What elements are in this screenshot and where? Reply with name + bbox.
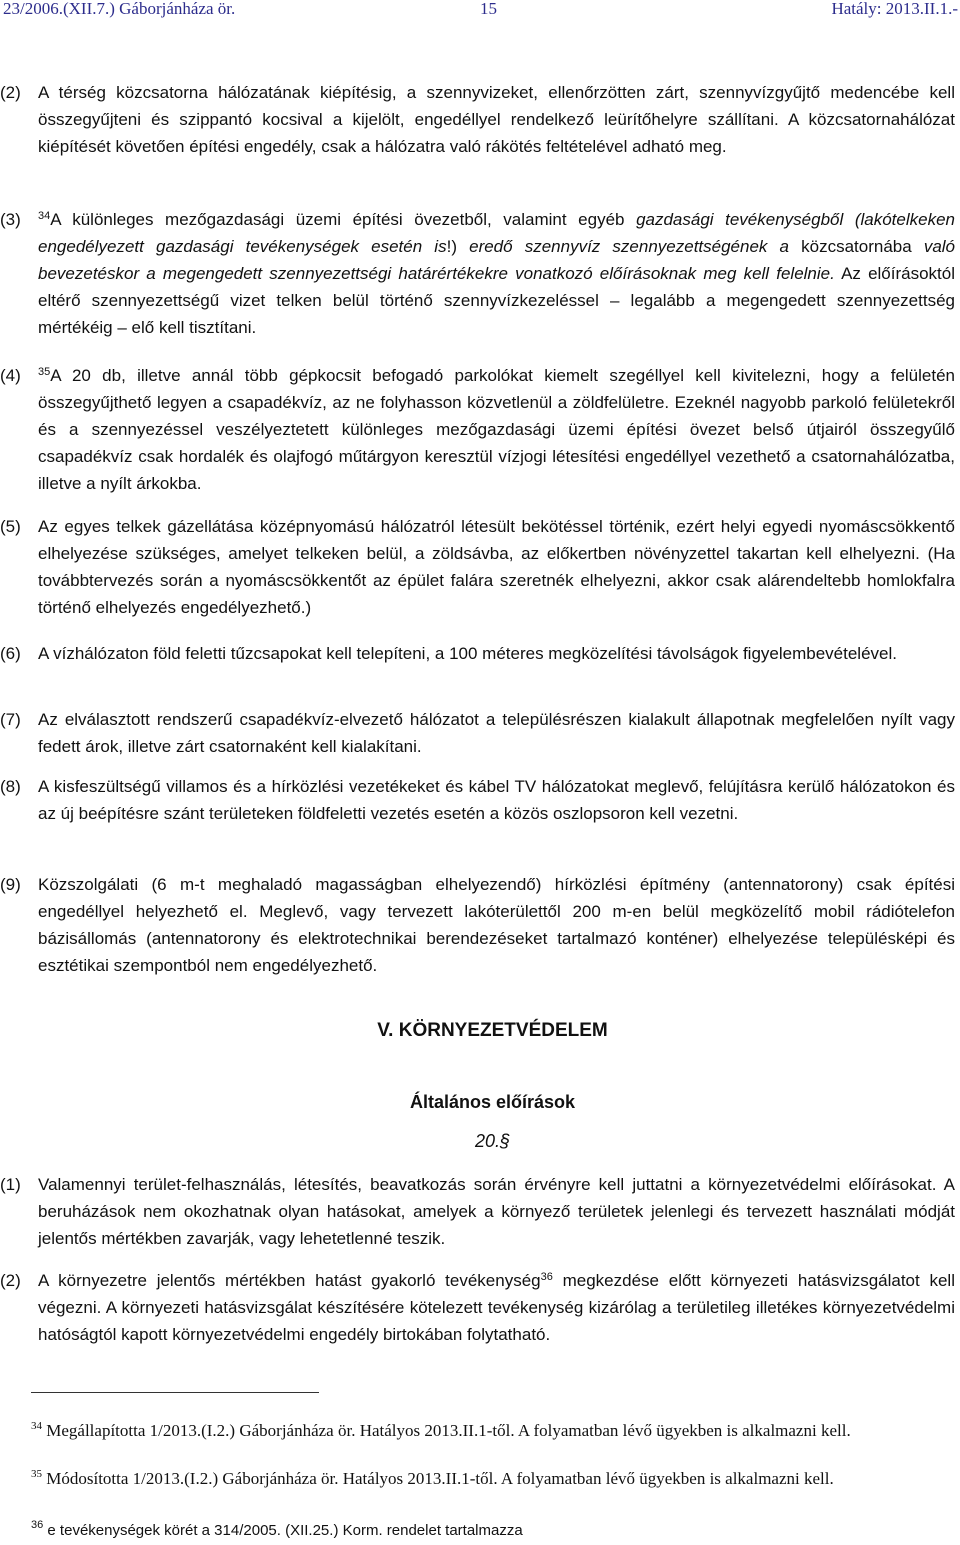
paragraph-number: (6) <box>0 644 21 663</box>
paragraph-text <box>38 362 955 497</box>
paragraph-5 <box>0 513 955 621</box>
header-effective-date: Hatály: 2013.II.1.- <box>831 0 958 18</box>
paragraph-2 <box>0 79 955 160</box>
header-regulation-id: 23/2006.(XII.7.) Gáborjánháza ör. <box>3 0 236 18</box>
text-run: A 20 db, illetve annál több gépkocsit befogadó parkolókat kiemelt szegéllyel kell kivitelezni, hogy a felületén összegyűjthető legyen a csapadékvíz, az ne folyhasson közvetlenül a zöldfelületre. Ezeknél nagyobb parkoló felületekről és a szennyezéssel veszélyeztetett különleges mezőgazdasági üzemi építési övezet belső útjairól összegyűlő csapadékvíz csak hordalék és olajfogó műtárgyon keresztül vízjogi létesítési engedéllyel vezethető a csatornahálózatba, illetve a nyílt árkokba. <box>38 366 955 493</box>
footnote-34 <box>31 1420 931 1441</box>
footnote-text: Megállapította 1/2013.(I.2.) Gáborjánháza ör. Hatályos 2013.II.1-től. A folyamatban lévő ügyekben is alkalmazni kell. <box>46 1421 851 1440</box>
text-run: A különleges mezőgazdasági üzemi építési övezetből, valamint egyéb <box>50 210 637 229</box>
paragraph-text: A vízhálózaton föld feletti tűzcsapokat kell telepíteni, a 100 méteres megközelítési távolságok figyelembevételével. <box>38 644 897 663</box>
footnote-ref-36[interactable]: 36 <box>540 1271 553 1283</box>
paragraph-text: Közszolgálati (6 m-t meghaladó magasságban elhelyezendő) hírközlési építmény (antennatorony) csak építési engedéllyel helyezhető el. Meglevő, vagy tervezett lakóterülettől 200 m-en belül megközelítő mobil rádiótelefon bázisállomás (antennatorony és elektrotechnikai berendezéseket tartalmazó konténer) elhelyezése településképi és esztétikai szempontból nem engedélyezhető. <box>38 875 955 975</box>
page-header <box>0 0 960 22</box>
section-number: 20.§ <box>474 1131 511 1151</box>
paragraph-text: A kisfeszültségű villamos és a hírközlési vezetékeket és kábel TV hálózatokat meglevő, felújításra kerülő hálózatokon és az új beépítésre szánt területeken földfeletti vezetés esetén a közös oszlopsoron kell vezetni. <box>38 777 955 823</box>
header-page-number: 15 <box>480 0 497 18</box>
paragraph-2-article-20 <box>0 1267 955 1348</box>
footnote-text: Módosította 1/2013.(I.2.) Gáborjánháza ör. Hatályos 2013.II.1-től. A folyamatban lévő ügyekben is alkalmazni kell. <box>46 1469 834 1488</box>
footnote-ref-34[interactable]: 34 <box>38 210 51 222</box>
paragraph-9 <box>0 871 955 979</box>
paragraph-number: (5) <box>0 517 21 536</box>
footnote-separator <box>31 1392 319 1393</box>
text-run-italic: eredő szennyvíz szennyezettségének a <box>469 237 789 256</box>
paragraph-text: Valamennyi terület-felhasználás, létesítés, beavatkozás során érvényre kell juttatni a környezetvédelmi előírásokat. A beruházások nem okozhatnak olyan hatásokat, amelyek a környező területek jelenlegi és tervezett használati módját jelentős mértékben zavarják, vagy lehetetlenné teszik. <box>38 1175 955 1248</box>
paragraph-1-article-20 <box>0 1171 955 1252</box>
paragraph-4 <box>0 362 955 497</box>
text-run: Az előírásoktól eltérő szennyezettségű vizet telken belül történő szennyvízkezeléssel – legalább a megengedett szennyezettség mértékéig – elő kell tisztítani. <box>38 264 955 337</box>
paragraph-text: Az elválasztott rendszerű csapadékvíz-elvezető hálózatot a településrészen kialakult állapotnak megfelelően nyílt vagy fedett árok, illetve zárt csatornaként kell kialakítani. <box>38 710 955 756</box>
paragraph-text: Az egyes telkek gázellátása középnyomású hálózatról létesült bekötéssel történik, ezért helyi egyedi nyomáscsökkentő elhelyezése szükséges, amelyet telkeken belül, a zöldsávba, az előkertben növényzettel takartan kell elhelyezni. (Ha továbbtervezés során a nyomáscsökkentőt az épület falára szeretnék elhelyezni, akkor csak alárendeltebb homlokfalra történő elhelyezés engedélyezhető.) <box>38 517 955 617</box>
paragraph-number: (2) <box>0 1271 21 1290</box>
text-run: A környezetre jelentős mértékben hatást gyakorló tevékenység <box>38 1271 541 1290</box>
footnote-36 <box>31 1520 931 1541</box>
text-run: közcsatornába <box>789 237 924 256</box>
paragraph-number: (2) <box>0 83 21 102</box>
text-run: !) <box>446 237 470 256</box>
paragraph-number: (8) <box>0 777 21 796</box>
paragraph-3 <box>0 206 955 341</box>
paragraph-number: (3) <box>0 210 21 229</box>
paragraph-text <box>38 1267 955 1348</box>
footnote-text: e tevékenységek körét a 314/2005. (XII.25.) Korm. rendelet tartalmazza <box>47 1522 523 1539</box>
paragraph-text: A térség közcsatorna hálózatának kiépítésig, a szennyvizeket, ellenőrzötten zárt, szennyvízgyűjtő medencébe kell összegyűjteni és szippantó kocsival a kijelölt, engedéllyel rendelkező leürítőhelyre szállítani. A közcsatornahálózat kiépítését követően építési engedély, csak a hálózatra való rákötés feltételével adható meg. <box>38 83 955 156</box>
footnote-number: 36 <box>31 1519 44 1531</box>
paragraph-number: (1) <box>0 1175 21 1194</box>
paragraph-6 <box>0 640 955 667</box>
footnote-35 <box>31 1468 931 1489</box>
footnote-ref-35[interactable]: 35 <box>38 366 51 378</box>
footnote-number: 35 <box>31 1468 42 1480</box>
footnote-number: 34 <box>31 1420 42 1432</box>
paragraph-number: (4) <box>0 366 21 385</box>
text-run-italic: való bevezetéskor a megengedett szennyezettségi határértékekre vonatkozó előírásoknak meg kell felelnie. <box>38 237 956 283</box>
text-run: megkezdése előtt környezeti hatásvizsgálatot kell végezni. A környezeti hatásvizsgálat készítésére kötelezett tevékenység kizárólag a területileg illetékes környezetvédelmi hatóságtól kapott környezetvédelmi engedély birtokában folytatható. <box>38 1271 955 1344</box>
text-run-italic: gazdasági tevékenységből (lakótelkeken engedélyezett gazdasági tevékenységek esetén is <box>38 210 955 256</box>
paragraph-7 <box>0 706 955 760</box>
chapter-heading: V. KÖRNYEZETVÉDELEM <box>377 1020 608 1041</box>
paragraph-number: (9) <box>0 875 21 894</box>
section-subheading: Általános előírások <box>409 1092 576 1112</box>
paragraph-text <box>38 206 955 341</box>
paragraph-number: (7) <box>0 710 21 729</box>
paragraph-8 <box>0 773 955 827</box>
